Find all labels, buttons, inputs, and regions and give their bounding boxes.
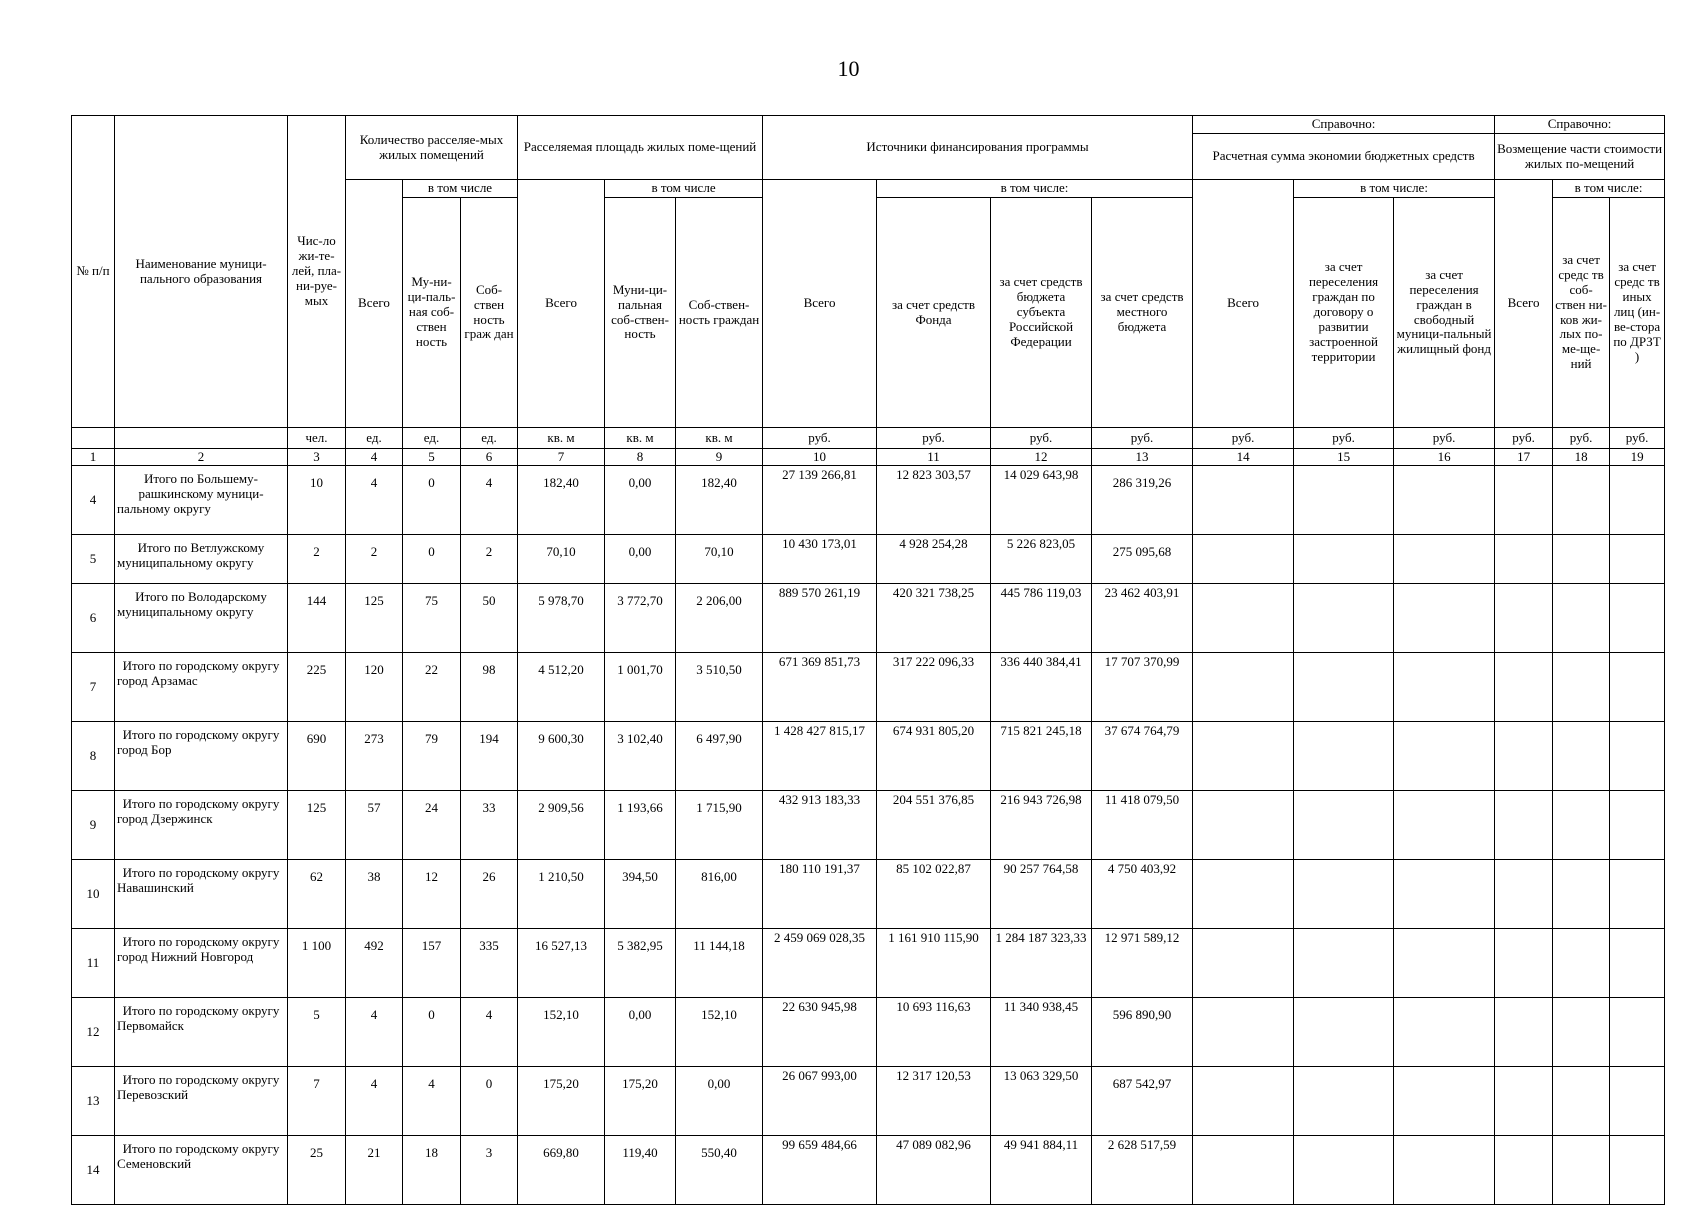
row-area-mun: 119,40: [605, 1136, 676, 1205]
row-qty-own: 98: [461, 653, 518, 722]
header-num: № п/п: [72, 116, 115, 428]
header-econ-group: Расчетная сумма экономии бюджетных средств: [1193, 134, 1495, 180]
empty-cell: [1495, 998, 1553, 1067]
unit-cell: руб.: [1610, 428, 1665, 449]
unit-cell: руб.: [1092, 428, 1193, 449]
header-econ-total: Всего: [1193, 180, 1294, 428]
row-name: Итого по городскому округу Перевозский: [115, 1067, 288, 1136]
empty-cell: [1394, 584, 1495, 653]
row-area-own: 70,10: [676, 535, 763, 584]
row-fin-local: 23 462 403,91: [1092, 584, 1193, 653]
row-residents: 144: [288, 584, 346, 653]
row-fin-total: 22 630 945,98: [763, 998, 877, 1067]
column-number: 6: [461, 449, 518, 466]
row-fin-subject: 90 257 764,58: [991, 860, 1092, 929]
table-row: [72, 860, 1665, 929]
column-numbers-row: [72, 449, 1665, 466]
row-fin-local: 275 095,68: [1092, 535, 1193, 584]
empty-cell: [1193, 791, 1294, 860]
row-fin-subject: 13 063 329,50: [991, 1067, 1092, 1136]
column-number: 8: [605, 449, 676, 466]
row-area-own: 11 144,18: [676, 929, 763, 998]
row-qty-total: 125: [346, 584, 403, 653]
header-comp-owners: за счет средс тв соб-ствен ни-ков жи-лых по-ме-ще-ний: [1553, 198, 1610, 428]
empty-cell: [1610, 860, 1665, 929]
row-fin-total: 10 430 173,01: [763, 535, 877, 584]
empty-cell: [1495, 860, 1553, 929]
column-number: 4: [346, 449, 403, 466]
column-number: 10: [763, 449, 877, 466]
row-qty-own: 4: [461, 998, 518, 1067]
row-residents: 25: [288, 1136, 346, 1205]
column-number: 15: [1294, 449, 1394, 466]
unit-cell: руб.: [1294, 428, 1394, 449]
row-qty-total: 273: [346, 722, 403, 791]
empty-cell: [1394, 722, 1495, 791]
header-qty-group: Количество расселяе-мых жилых помещений: [346, 116, 518, 180]
row-qty-total: 4: [346, 1067, 403, 1136]
empty-cell: [1193, 1067, 1294, 1136]
empty-cell: [1553, 860, 1610, 929]
empty-cell: [1394, 929, 1495, 998]
row-area-own: 152,10: [676, 998, 763, 1067]
row-number: 5: [72, 535, 115, 584]
unit-cell: руб.: [1553, 428, 1610, 449]
row-fin-fund: 4 928 254,28: [877, 535, 991, 584]
row-area-total: 16 527,13: [518, 929, 605, 998]
empty-cell: [1394, 860, 1495, 929]
units-blank: [72, 428, 115, 449]
row-number: 6: [72, 584, 115, 653]
row-area-mun: 394,50: [605, 860, 676, 929]
header-area-total: Всего: [518, 180, 605, 428]
row-qty-mun: 12: [403, 860, 461, 929]
row-qty-mun: 75: [403, 584, 461, 653]
row-qty-mun: 22: [403, 653, 461, 722]
column-number: 3: [288, 449, 346, 466]
row-qty-total: 120: [346, 653, 403, 722]
row-area-own: 550,40: [676, 1136, 763, 1205]
row-fin-subject: 715 821 245,18: [991, 722, 1092, 791]
row-area-mun: 1 001,70: [605, 653, 676, 722]
header-qty-incl: в том числе: [403, 180, 518, 198]
row-number: 14: [72, 1136, 115, 1205]
row-area-total: 9 600,30: [518, 722, 605, 791]
table-row: [72, 466, 1665, 535]
row-area-mun: 3 772,70: [605, 584, 676, 653]
empty-cell: [1294, 535, 1394, 584]
row-qty-own: 26: [461, 860, 518, 929]
row-name: Итого по городскому округу Навашинский: [115, 860, 288, 929]
column-number: 9: [676, 449, 763, 466]
row-name: Итого по городскому округу город Арзамас: [115, 653, 288, 722]
column-number: 11: [877, 449, 991, 466]
empty-cell: [1294, 929, 1394, 998]
row-fin-fund: 12 317 120,53: [877, 1067, 991, 1136]
table-row: [72, 998, 1665, 1067]
row-fin-local: 2 628 517,59: [1092, 1136, 1193, 1205]
empty-cell: [1553, 722, 1610, 791]
row-number: 12: [72, 998, 115, 1067]
row-area-mun: 0,00: [605, 466, 676, 535]
row-residents: 5: [288, 998, 346, 1067]
empty-cell: [1495, 1067, 1553, 1136]
row-name: Итого по городскому округу город Дзержинск: [115, 791, 288, 860]
row-fin-subject: 14 029 643,98: [991, 466, 1092, 535]
row-qty-total: 4: [346, 466, 403, 535]
column-number: 2: [115, 449, 288, 466]
row-qty-mun: 4: [403, 1067, 461, 1136]
row-qty-mun: 18: [403, 1136, 461, 1205]
row-qty-own: 194: [461, 722, 518, 791]
row-area-total: 1 210,50: [518, 860, 605, 929]
empty-cell: [1193, 929, 1294, 998]
row-residents: 690: [288, 722, 346, 791]
row-name: Итого по городскому округу город Бор: [115, 722, 288, 791]
table-row: [72, 791, 1665, 860]
column-number: 19: [1610, 449, 1665, 466]
units-row: [72, 428, 1665, 449]
empty-cell: [1193, 1136, 1294, 1205]
empty-cell: [1394, 998, 1495, 1067]
row-area-mun: 3 102,40: [605, 722, 676, 791]
column-number: 12: [991, 449, 1092, 466]
unit-cell: ед.: [346, 428, 403, 449]
empty-cell: [1193, 653, 1294, 722]
row-residents: 2: [288, 535, 346, 584]
empty-cell: [1553, 535, 1610, 584]
page-number: 10: [837, 56, 860, 81]
row-number: 4: [72, 466, 115, 535]
unit-cell: руб.: [763, 428, 877, 449]
row-qty-mun: 0: [403, 998, 461, 1067]
row-fin-subject: 336 440 384,41: [991, 653, 1092, 722]
row-fin-local: 37 674 764,79: [1092, 722, 1193, 791]
row-number: 7: [72, 653, 115, 722]
empty-cell: [1193, 535, 1294, 584]
header-name: Наименование муници-пального образования: [115, 116, 288, 428]
empty-cell: [1394, 535, 1495, 584]
row-fin-local: 596 890,90: [1092, 998, 1193, 1067]
header-ref2: Справочно:: [1495, 116, 1665, 134]
header-area-own: Соб-ствен-ность граждан: [676, 198, 763, 428]
empty-cell: [1553, 653, 1610, 722]
empty-cell: [1394, 1136, 1495, 1205]
empty-cell: [1294, 466, 1394, 535]
empty-cell: [1495, 653, 1553, 722]
row-residents: 225: [288, 653, 346, 722]
unit-cell: руб.: [1193, 428, 1294, 449]
table-row: [72, 929, 1665, 998]
row-fin-subject: 1 284 187 323,33: [991, 929, 1092, 998]
empty-cell: [1394, 466, 1495, 535]
unit-cell: кв. м: [676, 428, 763, 449]
row-area-mun: 175,20: [605, 1067, 676, 1136]
empty-cell: [1394, 1067, 1495, 1136]
header-area-mun: Муни-ци-пальная соб-ствен-ность: [605, 198, 676, 428]
unit-cell: ед.: [403, 428, 461, 449]
row-fin-fund: 10 693 116,63: [877, 998, 991, 1067]
unit-cell: руб.: [991, 428, 1092, 449]
row-area-own: 1 715,90: [676, 791, 763, 860]
data-body: [72, 466, 1665, 1205]
row-number: 13: [72, 1067, 115, 1136]
row-area-mun: 1 193,66: [605, 791, 676, 860]
column-number: 14: [1193, 449, 1294, 466]
unit-cell: руб.: [1394, 428, 1495, 449]
empty-cell: [1294, 791, 1394, 860]
empty-cell: [1394, 653, 1495, 722]
table-row: [72, 1136, 1665, 1205]
empty-cell: [1394, 791, 1495, 860]
row-fin-fund: 1 161 910 115,90: [877, 929, 991, 998]
row-fin-fund: 85 102 022,87: [877, 860, 991, 929]
resettlement-finance-table: [71, 115, 1665, 1205]
row-qty-own: 2: [461, 535, 518, 584]
row-area-total: 175,20: [518, 1067, 605, 1136]
row-area-total: 4 512,20: [518, 653, 605, 722]
empty-cell: [1495, 929, 1553, 998]
row-fin-fund: 674 931 805,20: [877, 722, 991, 791]
row-fin-total: 2 459 069 028,35: [763, 929, 877, 998]
empty-cell: [1553, 998, 1610, 1067]
header-econ-free: за счет переселения граждан в свободный муници-пальный жилищный фонд: [1394, 198, 1495, 428]
empty-cell: [1193, 584, 1294, 653]
row-number: 10: [72, 860, 115, 929]
table-row: [72, 653, 1665, 722]
empty-cell: [1610, 791, 1665, 860]
empty-cell: [1610, 653, 1665, 722]
row-fin-fund: 47 089 082,96: [877, 1136, 991, 1205]
row-area-own: 3 510,50: [676, 653, 763, 722]
empty-cell: [1610, 998, 1665, 1067]
empty-cell: [1553, 929, 1610, 998]
empty-cell: [1193, 860, 1294, 929]
row-fin-local: 17 707 370,99: [1092, 653, 1193, 722]
row-name: Итого по Володарскому муниципальному округу: [115, 584, 288, 653]
empty-cell: [1553, 584, 1610, 653]
row-fin-subject: 445 786 119,03: [991, 584, 1092, 653]
empty-cell: [1610, 722, 1665, 791]
row-area-total: 70,10: [518, 535, 605, 584]
row-fin-subject: 49 941 884,11: [991, 1136, 1092, 1205]
header-comp-incl: в том числе:: [1553, 180, 1665, 198]
row-fin-subject: 11 340 938,45: [991, 998, 1092, 1067]
empty-cell: [1495, 1136, 1553, 1205]
unit-cell: руб.: [1495, 428, 1553, 449]
empty-cell: [1610, 1136, 1665, 1205]
row-name: Итого по городскому округу Семеновский: [115, 1136, 288, 1205]
row-qty-own: 33: [461, 791, 518, 860]
header-qty-total: Всего: [346, 180, 403, 428]
row-fin-fund: 12 823 303,57: [877, 466, 991, 535]
header-residents: Чис-ло жи-те-лей, пла-ни-руе-мых: [288, 116, 346, 428]
row-area-own: 816,00: [676, 860, 763, 929]
row-name: Итого по Большему-рашкинскому муници-пальному округу: [115, 466, 288, 535]
header-econ-dev: за счет переселения граждан по договору о развитии застроенной территории: [1294, 198, 1394, 428]
row-fin-local: 4 750 403,92: [1092, 860, 1193, 929]
header-qty-mun: Му-ни-ци-паль-ная соб-ствен ность: [403, 198, 461, 428]
row-number: 9: [72, 791, 115, 860]
row-qty-total: 21: [346, 1136, 403, 1205]
row-qty-total: 38: [346, 860, 403, 929]
empty-cell: [1610, 466, 1665, 535]
row-residents: 10: [288, 466, 346, 535]
row-residents: 125: [288, 791, 346, 860]
row-qty-total: 57: [346, 791, 403, 860]
empty-cell: [1553, 1067, 1610, 1136]
empty-cell: [1495, 535, 1553, 584]
empty-cell: [1610, 584, 1665, 653]
empty-cell: [1294, 860, 1394, 929]
row-fin-total: 27 139 266,81: [763, 466, 877, 535]
header-comp-other: за счет средс тв иных лиц (ин-ве-стора по ДРЗТ ): [1610, 198, 1665, 428]
row-area-total: 152,10: [518, 998, 605, 1067]
row-qty-total: 492: [346, 929, 403, 998]
column-number: 13: [1092, 449, 1193, 466]
header-fin-incl: в том числе:: [877, 180, 1193, 198]
table-row: [72, 535, 1665, 584]
row-qty-mun: 0: [403, 466, 461, 535]
row-fin-total: 26 067 993,00: [763, 1067, 877, 1136]
header-fin-group: Источники финансирования программы: [763, 116, 1193, 180]
row-qty-own: 4: [461, 466, 518, 535]
row-area-own: 182,40: [676, 466, 763, 535]
row-name: Итого по городскому округу Первомайск: [115, 998, 288, 1067]
column-number: 7: [518, 449, 605, 466]
row-fin-total: 671 369 851,73: [763, 653, 877, 722]
unit-cell: руб.: [877, 428, 991, 449]
row-number: 8: [72, 722, 115, 791]
row-fin-fund: 317 222 096,33: [877, 653, 991, 722]
row-qty-total: 4: [346, 998, 403, 1067]
header-fin-fund: за счет средств Фонда: [877, 198, 991, 428]
row-name: Итого по Ветлужскому муниципальному округу: [115, 535, 288, 584]
row-area-own: 6 497,90: [676, 722, 763, 791]
row-area-total: 5 978,70: [518, 584, 605, 653]
column-number: 18: [1553, 449, 1610, 466]
row-qty-mun: 79: [403, 722, 461, 791]
row-fin-total: 180 110 191,37: [763, 860, 877, 929]
header-comp-group: Возмещение части стоимости жилых по-мещений: [1495, 134, 1665, 180]
empty-cell: [1294, 1067, 1394, 1136]
table-row: [72, 584, 1665, 653]
header-ref1: Справочно:: [1193, 116, 1495, 134]
unit-cell: кв. м: [605, 428, 676, 449]
empty-cell: [1294, 584, 1394, 653]
row-qty-own: 3: [461, 1136, 518, 1205]
empty-cell: [1294, 1136, 1394, 1205]
empty-cell: [1610, 929, 1665, 998]
row-qty-own: 0: [461, 1067, 518, 1136]
empty-cell: [1495, 466, 1553, 535]
empty-cell: [1553, 791, 1610, 860]
table-row: [72, 722, 1665, 791]
empty-cell: [1553, 466, 1610, 535]
row-fin-fund: 204 551 376,85: [877, 791, 991, 860]
header-qty-own: Соб-ствен ность граж дан: [461, 198, 518, 428]
units-blank: [115, 428, 288, 449]
header-comp-total: Всего: [1495, 180, 1553, 428]
row-fin-local: 286 319,26: [1092, 466, 1193, 535]
row-qty-own: 50: [461, 584, 518, 653]
column-number: 17: [1495, 449, 1553, 466]
header-fin-local: за счет средств местного бюджета: [1092, 198, 1193, 428]
row-fin-local: 687 542,97: [1092, 1067, 1193, 1136]
header-area-incl: в том числе: [605, 180, 763, 198]
row-fin-subject: 5 226 823,05: [991, 535, 1092, 584]
column-number: 16: [1394, 449, 1495, 466]
row-fin-total: 99 659 484,66: [763, 1136, 877, 1205]
empty-cell: [1610, 1067, 1665, 1136]
unit-cell: чел.: [288, 428, 346, 449]
row-area-own: 2 206,00: [676, 584, 763, 653]
column-number: 1: [72, 449, 115, 466]
row-fin-local: 12 971 589,12: [1092, 929, 1193, 998]
row-qty-own: 335: [461, 929, 518, 998]
row-name: Итого по городскому округу город Нижний Новгород: [115, 929, 288, 998]
empty-cell: [1495, 584, 1553, 653]
header-fin-subject: за счет средств бюджета субъекта Российской Федерации: [991, 198, 1092, 428]
row-fin-total: 1 428 427 815,17: [763, 722, 877, 791]
row-area-mun: 0,00: [605, 998, 676, 1067]
row-fin-total: 889 570 261,19: [763, 584, 877, 653]
row-fin-local: 11 418 079,50: [1092, 791, 1193, 860]
header-econ-incl: в том числе:: [1294, 180, 1495, 198]
table-row: [72, 1067, 1665, 1136]
row-qty-mun: 24: [403, 791, 461, 860]
row-area-total: 2 909,56: [518, 791, 605, 860]
empty-cell: [1294, 998, 1394, 1067]
row-residents: 1 100: [288, 929, 346, 998]
row-fin-total: 432 913 183,33: [763, 791, 877, 860]
row-area-total: 182,40: [518, 466, 605, 535]
empty-cell: [1495, 722, 1553, 791]
row-qty-mun: 0: [403, 535, 461, 584]
row-area-mun: 0,00: [605, 535, 676, 584]
empty-cell: [1495, 791, 1553, 860]
column-number: 5: [403, 449, 461, 466]
row-qty-total: 2: [346, 535, 403, 584]
row-fin-fund: 420 321 738,25: [877, 584, 991, 653]
row-area-own: 0,00: [676, 1067, 763, 1136]
header-fin-total: Всего: [763, 180, 877, 428]
row-area-total: 669,80: [518, 1136, 605, 1205]
empty-cell: [1193, 998, 1294, 1067]
row-residents: 7: [288, 1067, 346, 1136]
empty-cell: [1294, 722, 1394, 791]
empty-cell: [1193, 722, 1294, 791]
header-area-group: Расселяемая площадь жилых поме-щений: [518, 116, 763, 180]
row-residents: 62: [288, 860, 346, 929]
row-number: 11: [72, 929, 115, 998]
unit-cell: кв. м: [518, 428, 605, 449]
empty-cell: [1294, 653, 1394, 722]
row-fin-subject: 216 943 726,98: [991, 791, 1092, 860]
unit-cell: ед.: [461, 428, 518, 449]
row-area-mun: 5 382,95: [605, 929, 676, 998]
empty-cell: [1610, 535, 1665, 584]
empty-cell: [1193, 466, 1294, 535]
row-qty-mun: 157: [403, 929, 461, 998]
empty-cell: [1553, 1136, 1610, 1205]
